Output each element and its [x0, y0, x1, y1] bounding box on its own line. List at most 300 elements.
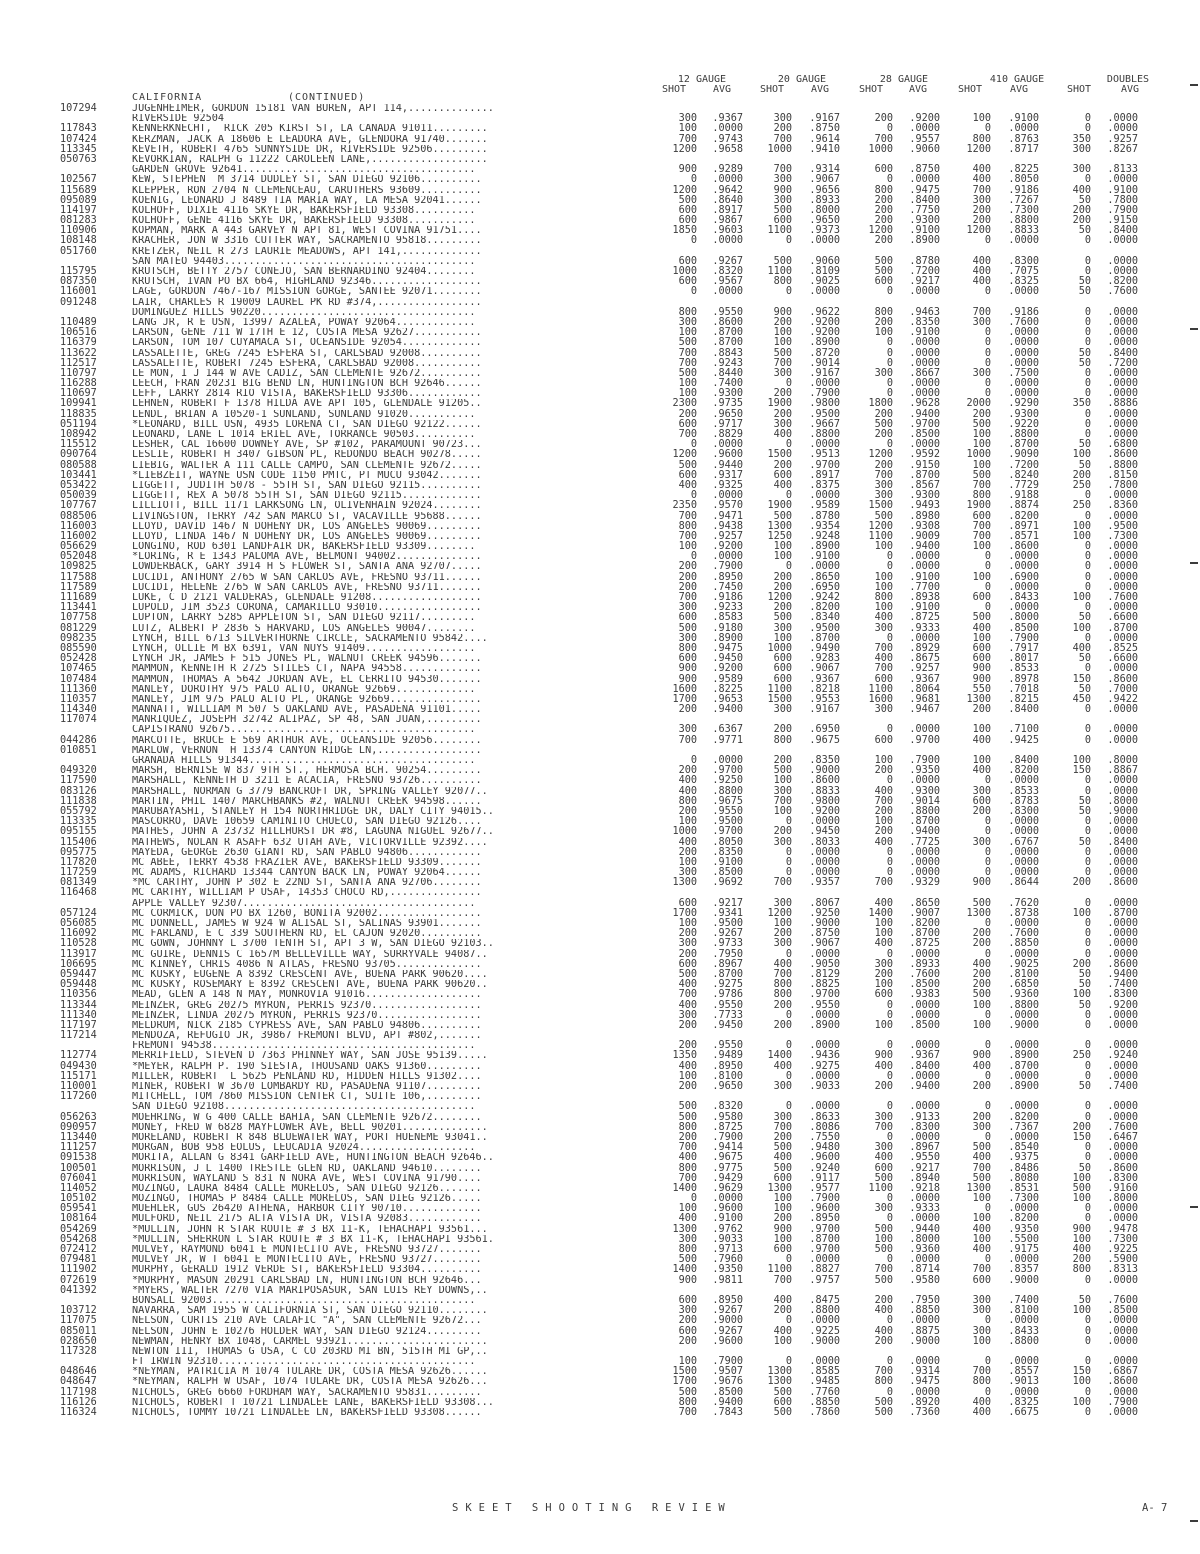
avg-20-gauge: .9600 — [809, 1203, 840, 1215]
shot-20-gauge: 1500 — [767, 449, 792, 461]
member-id: 090764 — [60, 449, 97, 461]
avg-28-gauge: .9200 — [909, 113, 940, 125]
shot-12-gauge: 500 — [678, 1386, 697, 1398]
avg-28-gauge: .8064 — [909, 683, 940, 695]
avg-28-gauge: .9467 — [909, 704, 940, 716]
avg-20-gauge: .9100 — [809, 551, 840, 563]
shot-28-gauge: 100 — [874, 541, 893, 553]
member-id: 117198 — [60, 1386, 97, 1398]
avg-20-gauge: .9240 — [809, 1162, 840, 1174]
shot-doubles: 50 — [1078, 653, 1091, 665]
shot-doubles: 0 — [1084, 1335, 1091, 1347]
shot-doubles: 0 — [1084, 918, 1091, 929]
shot-doubles: 50 — [1078, 286, 1091, 298]
avg-410-gauge: .8100 — [1008, 1305, 1039, 1317]
shot-28-gauge: 700 — [874, 642, 893, 654]
shot-doubles: 0 — [1084, 1142, 1091, 1154]
avg-doubles: .8600 — [1107, 958, 1138, 970]
shot-28-gauge: 0 — [886, 286, 893, 298]
avg-doubles: .0000 — [1107, 918, 1138, 929]
shot-doubles: 0 — [1084, 897, 1091, 909]
avg-410-gauge: .7018 — [1008, 683, 1039, 695]
member-id: 117260 — [60, 1091, 97, 1103]
member-name-address: LEECH, FRAN 20231 BIG BEND LN, HUNTINGTON BCH 92646...... — [132, 379, 482, 390]
avg-410-gauge: .8486 — [1008, 1162, 1039, 1174]
member-name-address: LIVINGSTON, TERRY 742 SAN MARCO ST, VACAVILLE 95688...... — [132, 511, 482, 522]
shot-20-gauge: 300 — [773, 367, 792, 379]
shot-doubles: 150 — [1072, 673, 1091, 685]
shot-12-gauge: 200 — [678, 408, 697, 420]
shot-column-header: SHOT — [662, 84, 687, 95]
avg-doubles: .0000 — [1107, 1101, 1138, 1113]
shot-20-gauge: 200 — [773, 724, 792, 736]
avg-doubles: .0000 — [1107, 928, 1138, 940]
avg-doubles: .0000 — [1107, 734, 1138, 746]
shot-12-gauge: 1700 — [672, 693, 697, 705]
avg-doubles: .0000 — [1107, 1386, 1138, 1398]
avg-20-gauge: .9800 — [809, 795, 840, 807]
avg-410-gauge: .8978 — [1008, 673, 1039, 685]
avg-20-gauge: .6950 — [809, 724, 840, 736]
shot-28-gauge: 600 — [874, 164, 893, 176]
shot-12-gauge: 900 — [678, 1274, 697, 1286]
shot-410-gauge: 1300 — [966, 693, 991, 705]
avg-20-gauge: .0000 — [809, 1356, 840, 1368]
avg-20-gauge: .9480 — [809, 1142, 840, 1154]
avg-20-gauge: .8633 — [809, 1111, 840, 1123]
shot-20-gauge: 300 — [773, 174, 792, 186]
avg-doubles: .9160 — [1107, 1182, 1138, 1194]
shot-20-gauge: 300 — [773, 704, 792, 716]
member-name-address: *LEONARD, BILL USN, 4935 LORENA CT, SAN DIEGO 92122...... — [132, 419, 482, 430]
shot-doubles: 50 — [1078, 612, 1091, 624]
avg-12-gauge: .9267 — [712, 928, 743, 940]
shot-410-gauge: 100 — [972, 113, 991, 125]
edge-mark — [1190, 84, 1198, 86]
member-row — [0, 990, 1200, 1000]
shot-12-gauge: 200 — [678, 1040, 697, 1052]
shot-28-gauge: 100 — [874, 571, 893, 583]
shot-20-gauge: 600 — [773, 1172, 792, 1184]
avg-doubles: .8267 — [1107, 143, 1138, 155]
shot-20-gauge: 1100 — [767, 225, 792, 237]
shot-20-gauge: 500 — [773, 1407, 792, 1418]
avg-28-gauge: .9440 — [909, 1223, 940, 1235]
avg-20-gauge: .8086 — [809, 1121, 840, 1133]
shot-410-gauge: 100 — [972, 1335, 991, 1347]
shot-20-gauge: 500 — [773, 510, 792, 522]
shot-12-gauge: 800 — [678, 1162, 697, 1174]
shot-28-gauge: 300 — [874, 704, 893, 716]
member-row — [0, 1021, 1200, 1031]
shot-410-gauge: 0 — [984, 347, 991, 359]
shot-410-gauge: 0 — [984, 826, 991, 838]
shot-410-gauge: 1200 — [966, 225, 991, 237]
avg-12-gauge: .9589 — [712, 673, 743, 685]
avg-20-gauge: .9490 — [809, 642, 840, 654]
shot-20-gauge: 400 — [773, 1060, 792, 1072]
avg-410-gauge: .7600 — [1008, 316, 1039, 328]
avg-20-gauge: .9550 — [809, 999, 840, 1011]
member-id: 090957 — [60, 1121, 97, 1133]
shot-12-gauge: 2300 — [672, 398, 697, 410]
shot-20-gauge: 500 — [773, 255, 792, 267]
shot-12-gauge: 700 — [678, 530, 697, 542]
shot-28-gauge: 700 — [874, 133, 893, 145]
avg-410-gauge: .7917 — [1008, 642, 1039, 654]
shot-410-gauge: 400 — [972, 622, 991, 634]
avg-20-gauge: .8933 — [809, 194, 840, 206]
shot-doubles: 0 — [1084, 663, 1091, 675]
shot-20-gauge: 700 — [773, 1121, 792, 1133]
shot-12-gauge: 100 — [678, 1356, 697, 1368]
avg-doubles: .0000 — [1107, 856, 1138, 868]
avg-28-gauge: .9333 — [909, 622, 940, 634]
shot-doubles: 100 — [1072, 592, 1091, 603]
avg-28-gauge: .0000 — [909, 439, 940, 451]
member-name-address: KRACHER, JON W 3316 CUTTER WAY, SACRAMENTO 95818......... — [132, 236, 482, 247]
shot-doubles: 50 — [1078, 979, 1091, 991]
shot-12-gauge: 1700 — [672, 1376, 697, 1388]
shot-12-gauge: 1000 — [672, 826, 697, 838]
shot-20-gauge: 600 — [773, 653, 792, 665]
avg-28-gauge: .0000 — [909, 1213, 940, 1225]
shot-410-gauge: 900 — [972, 1050, 991, 1062]
member-id: 117328 — [60, 1345, 97, 1357]
avg-28-gauge: .8700 — [909, 816, 940, 828]
avg-20-gauge: .8000 — [809, 204, 840, 216]
shot-12-gauge: 800 — [678, 1396, 697, 1408]
shot-12-gauge: 500 — [678, 367, 697, 379]
shot-12-gauge: 400 — [678, 1060, 697, 1072]
avg-12-gauge: .9658 — [712, 143, 743, 155]
shot-12-gauge: 1200 — [672, 143, 697, 155]
shot-28-gauge: 500 — [874, 266, 893, 277]
avg-12-gauge: .8100 — [712, 1070, 743, 1082]
avg-doubles: .0000 — [1107, 632, 1138, 644]
shot-20-gauge: 200 — [773, 316, 792, 328]
shot-20-gauge: 700 — [773, 133, 792, 145]
avg-12-gauge: .7450 — [712, 581, 743, 593]
shot-28-gauge: 1500 — [868, 500, 893, 512]
avg-28-gauge: .7725 — [909, 836, 940, 848]
shot-12-gauge: 200 — [678, 846, 697, 858]
avg-doubles: .0000 — [1107, 1019, 1138, 1031]
shot-20-gauge: 200 — [773, 571, 792, 583]
member-id: 103712 — [60, 1305, 97, 1317]
avg-28-gauge: .0000 — [909, 999, 940, 1011]
avg-20-gauge: .9589 — [809, 500, 840, 512]
shot-doubles: 250 — [1072, 1050, 1091, 1062]
shot-20-gauge: 1500 — [767, 693, 792, 705]
member-id: 110797 — [60, 367, 97, 379]
member-id: 102567 — [60, 174, 97, 186]
avg-410-gauge: .8600 — [1008, 541, 1039, 553]
shot-20-gauge: 200 — [773, 602, 792, 614]
shot-12-gauge: 0 — [690, 551, 697, 563]
avg-12-gauge: .8950 — [712, 1294, 743, 1306]
shot-20-gauge: 0 — [785, 816, 792, 828]
avg-12-gauge: .9200 — [712, 541, 743, 553]
shot-410-gauge: 400 — [972, 734, 991, 746]
shot-410-gauge: 600 — [972, 1274, 991, 1286]
avg-28-gauge: .8967 — [909, 1142, 940, 1154]
avg-410-gauge: .8325 — [1008, 1396, 1039, 1408]
avg-28-gauge: .0000 — [909, 867, 940, 879]
avg-410-gauge: .7075 — [1008, 266, 1039, 277]
member-row — [0, 1337, 1200, 1347]
avg-20-gauge: .9117 — [809, 1172, 840, 1184]
shot-doubles: 0 — [1084, 429, 1091, 440]
avg-410-gauge: .9220 — [1008, 418, 1039, 430]
avg-410-gauge: .9360 — [1008, 989, 1039, 1001]
shot-doubles: 0 — [1084, 602, 1091, 614]
shot-410-gauge: 100 — [972, 1193, 991, 1205]
shot-20-gauge: 100 — [773, 551, 792, 563]
shot-doubles: 150 — [1072, 1366, 1091, 1378]
avg-28-gauge: .9580 — [909, 1274, 940, 1286]
member-id: 117075 — [60, 1315, 97, 1327]
shot-doubles: 0 — [1084, 826, 1091, 838]
avg-20-gauge: .9275 — [809, 1060, 840, 1072]
shot-doubles: 100 — [1072, 622, 1091, 634]
member-name-address: MAMMON, THOMAS A 5642 JORDAN AVE, EL CERRITO 94530....... — [132, 674, 482, 685]
shot-28-gauge: 200 — [874, 826, 893, 838]
shot-doubles: 250 — [1072, 500, 1091, 512]
avg-28-gauge: .9314 — [909, 1366, 940, 1378]
shot-12-gauge: 500 — [678, 1101, 697, 1113]
shot-12-gauge: 2350 — [672, 500, 697, 512]
shot-28-gauge: 0 — [886, 1131, 893, 1143]
avg-doubles: .8600 — [1107, 1376, 1138, 1388]
member-name-address: FT IRWIN 92310.......................................... — [132, 1357, 476, 1368]
member-name-address: MAYEDA, GEORGE 2630 GIANT RD, SAN PABLO 94806............ — [132, 847, 482, 858]
shot-doubles: 50 — [1078, 968, 1091, 980]
shot-12-gauge: 1700 — [672, 907, 697, 919]
member-name-address: LYNCH JR, JAMES F 515 JONES PL, WALNUT CREEK 94596....... — [132, 654, 482, 665]
avg-410-gauge: .8300 — [1008, 255, 1039, 267]
avg-12-gauge: .9400 — [712, 704, 743, 716]
avg-doubles: .6600 — [1107, 653, 1138, 665]
shot-20-gauge: 900 — [773, 1223, 792, 1235]
shot-28-gauge: 200 — [874, 1335, 893, 1347]
shot-12-gauge: 400 — [678, 785, 697, 797]
shot-20-gauge: 100 — [773, 1203, 792, 1215]
avg-doubles: .0000 — [1107, 266, 1138, 277]
shot-doubles: 0 — [1084, 1203, 1091, 1215]
shot-28-gauge: 0 — [886, 999, 893, 1011]
avg-12-gauge: .9440 — [712, 459, 743, 471]
member-row — [0, 1408, 1200, 1418]
member-id: 110697 — [60, 388, 97, 400]
avg-410-gauge: .0000 — [1008, 337, 1039, 349]
shot-410-gauge: 300 — [972, 785, 991, 797]
avg-column-header: AVG — [1010, 84, 1029, 95]
shot-doubles: 0 — [1084, 938, 1091, 950]
avg-doubles: .8360 — [1107, 500, 1138, 512]
shot-28-gauge: 400 — [874, 938, 893, 950]
member-id: 117259 — [60, 867, 97, 879]
shot-12-gauge: 0 — [690, 1193, 697, 1205]
shot-410-gauge: 0 — [984, 775, 991, 787]
avg-12-gauge: .9100 — [712, 1213, 743, 1225]
avg-20-gauge: .0000 — [809, 846, 840, 858]
avg-12-gauge: .8320 — [712, 266, 743, 277]
avg-12-gauge: .9000 — [712, 1315, 743, 1327]
shot-20-gauge: 500 — [773, 765, 792, 777]
member-id: 113622 — [60, 347, 97, 359]
avg-12-gauge: .9289 — [712, 164, 743, 176]
shot-20-gauge: 600 — [773, 469, 792, 481]
member-id: 050763 — [60, 153, 97, 165]
shot-12-gauge: 500 — [678, 968, 697, 980]
shot-410-gauge: 0 — [984, 561, 991, 573]
avg-28-gauge: .8780 — [909, 255, 940, 267]
shot-12-gauge: 500 — [678, 1111, 697, 1123]
shot-12-gauge: 600 — [678, 653, 697, 665]
member-name-address: MC ADAMS, RICHARD 13344 CANYON BACK LN, POWAY 92064...... — [132, 868, 482, 879]
member-id: 114197 — [60, 204, 97, 216]
shot-20-gauge: 200 — [773, 123, 792, 135]
member-id: 115406 — [60, 836, 97, 848]
shot-12-gauge: 600 — [678, 255, 697, 267]
shot-doubles: 400 — [1072, 642, 1091, 654]
shot-12-gauge: 500 — [678, 622, 697, 634]
avg-doubles: .0000 — [1107, 388, 1138, 400]
avg-28-gauge: .9360 — [909, 1244, 940, 1255]
shot-doubles: 0 — [1084, 255, 1091, 267]
avg-doubles: .9225 — [1107, 1244, 1138, 1255]
avg-12-gauge: .8050 — [712, 836, 743, 848]
shot-410-gauge: 400 — [972, 1152, 991, 1164]
avg-doubles: .8133 — [1107, 164, 1138, 176]
shot-12-gauge: 200 — [678, 805, 697, 817]
shot-410-gauge: 200 — [972, 1081, 991, 1092]
shot-28-gauge: 400 — [874, 1060, 893, 1072]
avg-doubles: .0000 — [1107, 826, 1138, 838]
avg-doubles: .8525 — [1107, 642, 1138, 654]
shot-doubles: 0 — [1084, 1060, 1091, 1072]
avg-20-gauge: .0000 — [809, 490, 840, 502]
avg-12-gauge: .9550 — [712, 999, 743, 1011]
avg-28-gauge: .9700 — [909, 734, 940, 746]
member-name-address: LARSON, TOM 107 CUYAMACA ST, OCEANSIDE 92054............. — [132, 338, 482, 349]
shot-doubles: 0 — [1084, 266, 1091, 277]
shot-28-gauge: 500 — [874, 418, 893, 430]
avg-doubles: .7400 — [1107, 979, 1138, 991]
avg-doubles: .0000 — [1107, 724, 1138, 736]
shot-410-gauge: 700 — [972, 1264, 991, 1276]
state-heading: CALIFORNIA — [132, 92, 203, 103]
shot-12-gauge: 900 — [678, 663, 697, 675]
shot-28-gauge: 500 — [874, 1172, 893, 1184]
avg-20-gauge: .0000 — [809, 561, 840, 573]
avg-doubles: .0000 — [1107, 1060, 1138, 1072]
shot-20-gauge: 100 — [773, 1193, 792, 1205]
avg-doubles: .8867 — [1107, 765, 1138, 777]
shot-28-gauge: 300 — [874, 1111, 893, 1123]
shot-28-gauge: 200 — [874, 215, 893, 227]
avg-410-gauge: .7367 — [1008, 1121, 1039, 1133]
avg-28-gauge: .8700 — [909, 928, 940, 940]
avg-410-gauge: .7500 — [1008, 367, 1039, 379]
member-id: 107465 — [60, 663, 97, 675]
member-id: 072412 — [60, 1244, 97, 1255]
member-name-address: SAN DIEGO 92108......................................... — [132, 1102, 476, 1113]
member-id: 116126 — [60, 1396, 97, 1408]
shot-12-gauge: 200 — [678, 948, 697, 960]
avg-410-gauge: .8200 — [1008, 765, 1039, 777]
shot-doubles: 500 — [1072, 1182, 1091, 1194]
avg-410-gauge: .7300 — [1008, 1193, 1039, 1205]
shot-12-gauge: 300 — [678, 316, 697, 328]
shot-28-gauge: 1100 — [868, 683, 893, 695]
avg-20-gauge: .8650 — [809, 571, 840, 583]
shot-28-gauge: 400 — [874, 1325, 893, 1337]
avg-28-gauge: .8300 — [909, 1121, 940, 1133]
avg-410-gauge: .0000 — [1008, 1356, 1039, 1368]
shot-20-gauge: 300 — [773, 1111, 792, 1123]
avg-doubles: .7400 — [1107, 1081, 1138, 1092]
avg-12-gauge: .9325 — [712, 479, 743, 491]
shot-12-gauge: 400 — [678, 1152, 697, 1164]
avg-20-gauge: .9667 — [809, 418, 840, 430]
avg-28-gauge: .0000 — [909, 846, 940, 858]
avg-28-gauge: .0000 — [909, 174, 940, 186]
member-name-address: MENDOZA, REFUGIO JR, 39867 FREMONT BLVD, APT #802,....... — [132, 1031, 482, 1042]
member-name-address: KLEPPER, RON 2704 N CLEMENCEAU, CARUTHERS 93609.......... — [132, 185, 482, 196]
avg-doubles: .8600 — [1107, 1162, 1138, 1174]
member-name-address: KOLHOFF, DIXIE 4116 SKYE DR, BAKERSFIELD 93308.......... — [132, 205, 476, 216]
member-name-address: KOPMAN, MARK A 443 GARVEY N APT 81, WEST COVINA 91751.... — [132, 226, 482, 237]
shot-410-gauge: 300 — [972, 316, 991, 328]
shot-20-gauge: 1300 — [767, 520, 792, 532]
member-name-address: LUTZ, ALBERT P 2836 S HARVARD, LOS ANGELES 90047........ — [132, 623, 476, 634]
avg-12-gauge: .9414 — [712, 1142, 743, 1154]
shot-28-gauge: 600 — [874, 734, 893, 746]
avg-410-gauge: .0000 — [1008, 1009, 1039, 1021]
shot-28-gauge: 500 — [874, 1244, 893, 1255]
shot-12-gauge: 800 — [678, 1244, 697, 1255]
avg-12-gauge: .9450 — [712, 653, 743, 665]
member-id: 028650 — [60, 1335, 97, 1347]
shot-410-gauge: 700 — [972, 184, 991, 196]
shot-doubles: 0 — [1084, 388, 1091, 400]
avg-12-gauge: .9450 — [712, 1019, 743, 1031]
shot-12-gauge: 1400 — [672, 1264, 697, 1276]
shot-410-gauge: 400 — [972, 164, 991, 176]
avg-doubles: .0000 — [1107, 418, 1138, 430]
shot-12-gauge: 100 — [678, 1203, 697, 1215]
avg-12-gauge: .9257 — [712, 530, 743, 542]
avg-doubles: .0000 — [1107, 581, 1138, 593]
avg-28-gauge: .9681 — [909, 693, 940, 705]
avg-28-gauge: .7600 — [909, 968, 940, 980]
shot-doubles: 400 — [1072, 1244, 1091, 1255]
avg-doubles: .0000 — [1107, 337, 1138, 349]
avg-20-gauge: .9553 — [809, 693, 840, 705]
shot-20-gauge: 1100 — [767, 266, 792, 277]
avg-12-gauge: .9600 — [712, 1335, 743, 1347]
shot-12-gauge: 0 — [690, 755, 697, 766]
shot-doubles: 200 — [1072, 215, 1091, 227]
avg-410-gauge: .0000 — [1008, 1254, 1039, 1266]
avg-28-gauge: .8400 — [909, 1060, 940, 1072]
member-name-address: MURPHY, GERALD 1912 VERDE ST, BAKERSFIELD 93304.......... — [132, 1265, 482, 1276]
shot-20-gauge: 1900 — [767, 398, 792, 410]
member-name-address: LLOYD, LINDA 1467 N DOHENY DR, LOS ANGELES 90069......... — [132, 531, 482, 542]
shot-12-gauge: 200 — [678, 928, 697, 940]
